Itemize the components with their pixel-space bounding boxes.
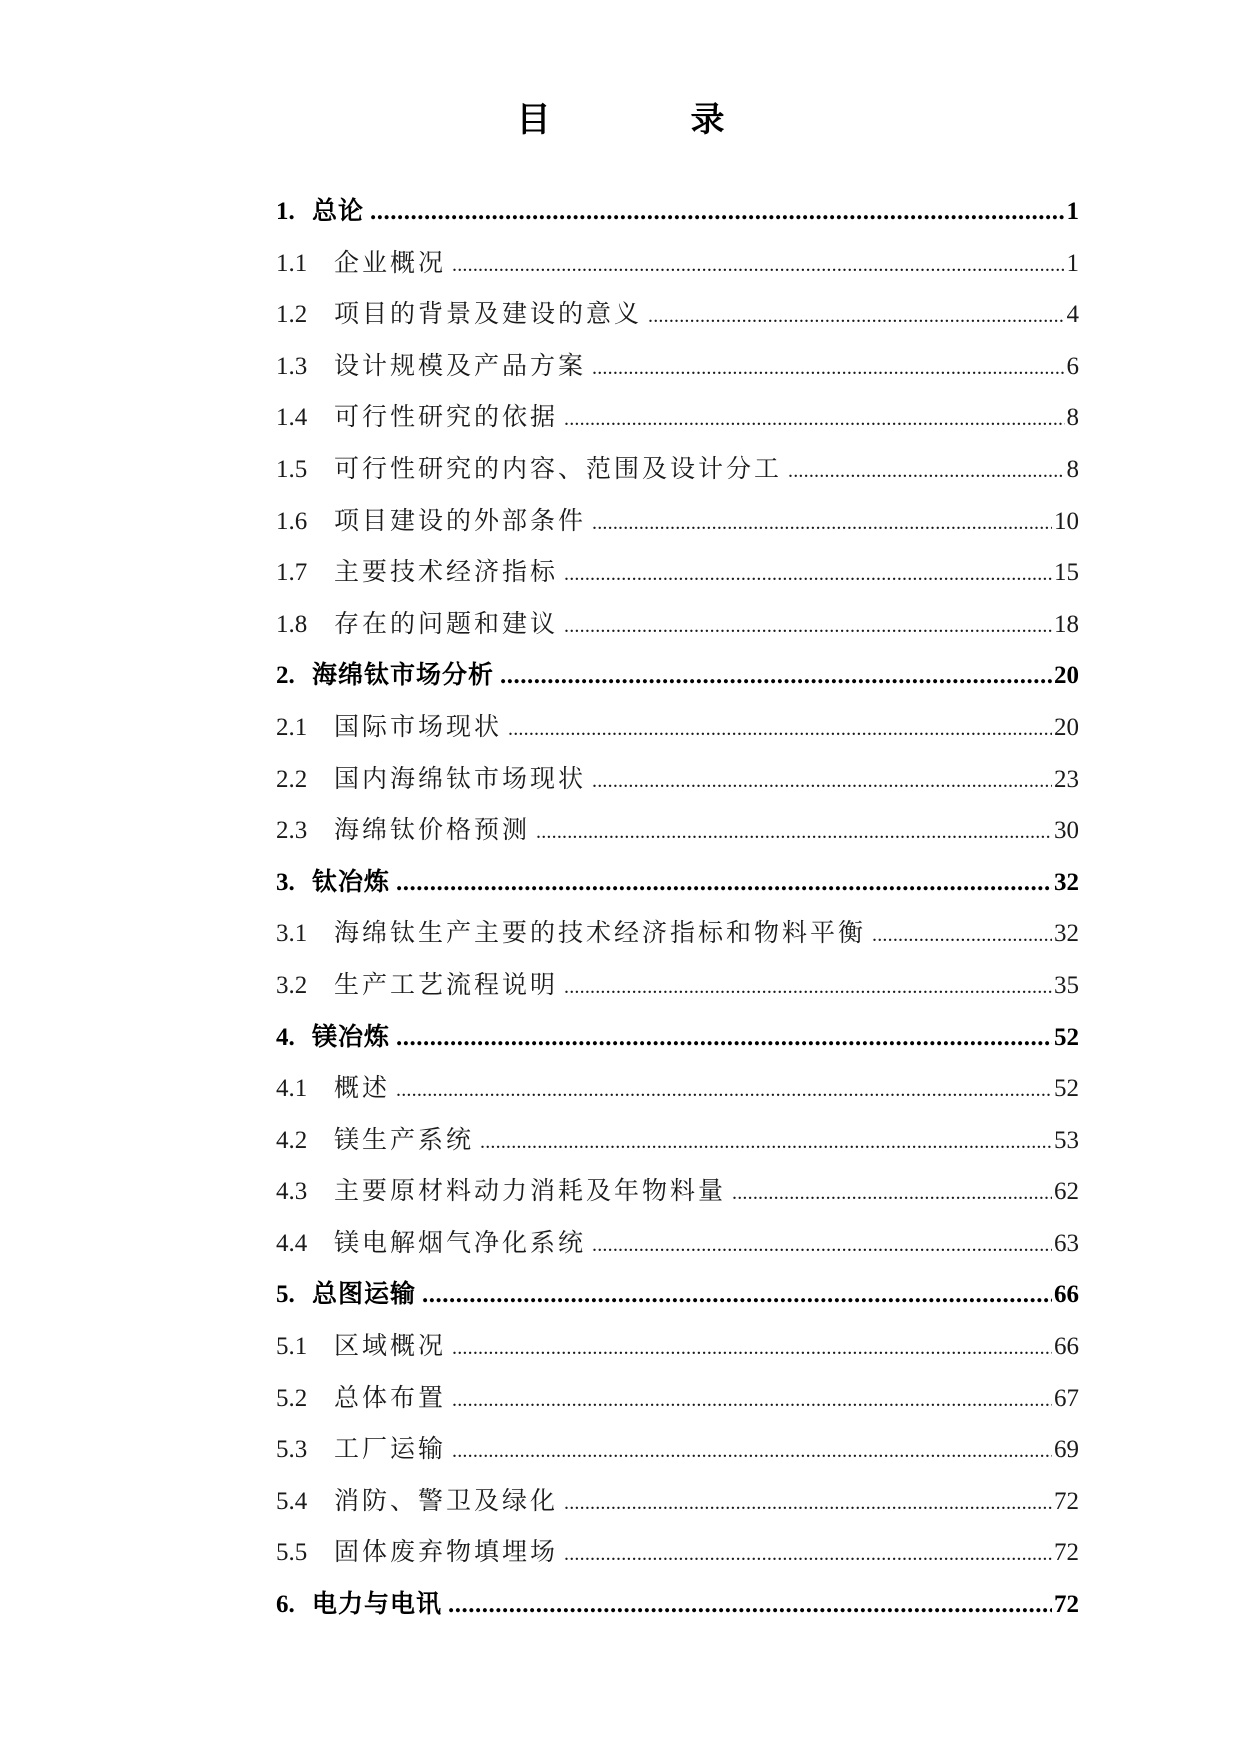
toc-entry-number: 2.3: [276, 817, 308, 845]
toc-entry-page-number: 62: [1054, 1178, 1079, 1206]
toc-section-entry[interactable]: [276, 707, 1079, 759]
toc-entry-number: 1.3: [276, 352, 308, 380]
toc-dot-leader: [564, 1483, 1052, 1523]
toc-entry-label: 工厂运输: [334, 1434, 447, 1464]
toc-entry-page-number: 8: [1066, 404, 1079, 432]
toc-chapter-entry[interactable]: [276, 655, 1079, 707]
toc-chapter-entry[interactable]: [276, 1584, 1079, 1636]
toc-entry-number: 5.3: [276, 1436, 308, 1464]
toc-entry-page-number: 72: [1054, 1539, 1079, 1567]
toc-entry-page-number: 8: [1066, 455, 1079, 483]
toc-section-entry[interactable]: [276, 913, 1079, 965]
toc-dot-leader: [448, 1585, 1052, 1625]
toc-dot-leader: [452, 1431, 1052, 1471]
toc-section-entry[interactable]: [276, 1120, 1079, 1172]
toc-entry-page-number: 35: [1054, 971, 1079, 999]
toc-entry-page-number: 69: [1054, 1436, 1079, 1464]
toc-section-entry[interactable]: [276, 1481, 1079, 1533]
toc-dot-leader: [732, 1173, 1052, 1213]
toc-dot-leader: [536, 812, 1052, 852]
toc-entry-label: 总体布置: [334, 1382, 447, 1412]
title-char-2: 录: [690, 100, 725, 140]
toc-entry-label: 区域概况: [334, 1331, 447, 1361]
toc-entry-page-number: 18: [1054, 610, 1079, 638]
toc-entry-page-number: 52: [1054, 1075, 1079, 1103]
toc-section-entry[interactable]: [276, 449, 1079, 501]
toc-dot-leader: [452, 1380, 1052, 1420]
toc-dot-leader: [396, 1070, 1052, 1110]
toc-entry-number: 1.7: [276, 559, 308, 587]
toc-section-entry[interactable]: [276, 501, 1079, 553]
toc-dot-leader: [422, 1275, 1052, 1315]
toc-entry-label: 设计规模及产品方案: [334, 350, 587, 380]
toc-entry-label: 国际市场现状: [334, 711, 503, 741]
toc-entry-number: 5.1: [276, 1333, 308, 1361]
toc-entry-label: 可行性研究的依据: [334, 402, 559, 432]
toc-entry-page-number: 4: [1066, 301, 1079, 329]
toc-dot-leader: [508, 709, 1052, 749]
toc-entry-label: 项目的背景及建设的意义: [334, 299, 643, 329]
toc-entry-number: 4.: [276, 1023, 295, 1051]
toc-entry-page-number: 6: [1066, 352, 1079, 380]
toc-entry-label: 概述: [334, 1073, 391, 1103]
toc-section-entry[interactable]: [276, 1378, 1079, 1430]
toc-section-entry[interactable]: [276, 1068, 1079, 1120]
toc-entry-number: 1.8: [276, 610, 308, 638]
toc-entry-page-number: 1: [1066, 198, 1079, 225]
toc-entry-page-number: 72: [1054, 1487, 1079, 1515]
title-char-1: 目: [516, 100, 551, 140]
toc-entry-label: 镁电解烟气净化系统: [334, 1227, 587, 1257]
toc-section-entry[interactable]: [276, 1326, 1079, 1378]
toc-dot-leader: [370, 192, 1064, 232]
table-of-contents: [276, 191, 1079, 1636]
toc-dot-leader: [396, 863, 1052, 903]
toc-entry-label: 海绵钛生产主要的技术经济指标和物料平衡: [334, 918, 867, 948]
toc-entry-page-number: 66: [1054, 1333, 1079, 1361]
toc-entry-number: 6.: [276, 1591, 295, 1619]
toc-entry-number: 5.: [276, 1281, 295, 1309]
toc-entry-page-number: 10: [1054, 507, 1079, 535]
toc-entry-number: 1.5: [276, 455, 308, 483]
toc-entry-number: 1.1: [276, 249, 308, 277]
toc-entry-label: 镁冶炼: [312, 1021, 391, 1051]
toc-section-entry[interactable]: [276, 1532, 1079, 1584]
toc-entry-number: 5.2: [276, 1384, 308, 1412]
toc-entry-label: 电力与电讯: [312, 1589, 443, 1619]
toc-entry-label: 项目建设的外部条件: [334, 505, 587, 535]
toc-entry-page-number: 1: [1066, 249, 1079, 277]
toc-section-entry[interactable]: [276, 1223, 1079, 1275]
toc-section-entry[interactable]: [276, 604, 1079, 656]
toc-dot-leader: [480, 1122, 1052, 1162]
toc-entry-number: 5.5: [276, 1539, 308, 1567]
toc-entry-number: 2.: [276, 662, 295, 690]
toc-section-entry[interactable]: [276, 294, 1079, 346]
toc-entry-label: 钛冶炼: [312, 866, 391, 896]
toc-dot-leader: [592, 503, 1052, 543]
toc-entry-number: 3.2: [276, 971, 308, 999]
toc-dot-leader: [452, 245, 1064, 285]
toc-dot-leader: [564, 606, 1052, 646]
toc-chapter-entry[interactable]: [276, 862, 1079, 914]
toc-entry-number: 4.4: [276, 1229, 308, 1257]
toc-entry-number: 1.6: [276, 507, 308, 535]
toc-section-entry[interactable]: [276, 1171, 1079, 1223]
toc-dot-leader: [396, 1018, 1052, 1058]
toc-dot-leader: [592, 761, 1052, 801]
toc-entry-page-number: 20: [1054, 713, 1079, 741]
toc-entry-number: 2.1: [276, 713, 308, 741]
toc-entry-number: 5.4: [276, 1487, 308, 1515]
toc-entry-page-number: 66: [1054, 1281, 1079, 1309]
toc-entry-label: 总图运输: [312, 1279, 417, 1309]
toc-section-entry[interactable]: [276, 243, 1079, 295]
toc-entry-number: 3.: [276, 868, 295, 896]
toc-entry-page-number: 20: [1054, 662, 1079, 690]
toc-entry-number: 1.: [276, 198, 295, 225]
toc-entry-page-number: 15: [1054, 559, 1079, 587]
toc-entry-page-number: 67: [1054, 1384, 1079, 1412]
toc-entry-label: 生产工艺流程说明: [334, 969, 559, 999]
toc-section-entry[interactable]: [276, 965, 1079, 1017]
toc-dot-leader: [452, 1328, 1052, 1368]
toc-entry-page-number: 30: [1054, 817, 1079, 845]
toc-dot-leader: [564, 399, 1064, 439]
toc-entry-label: 可行性研究的内容、范围及设计分工: [334, 453, 783, 483]
toc-entry-page-number: 32: [1054, 868, 1079, 896]
toc-entry-page-number: 23: [1054, 765, 1079, 793]
toc-section-entry[interactable]: [276, 346, 1079, 398]
toc-entry-label: 镁生产系统: [334, 1124, 475, 1154]
toc-entry-page-number: 53: [1054, 1126, 1079, 1154]
toc-entry-number: 4.1: [276, 1075, 308, 1103]
toc-entry-label: 海绵钛市场分析: [312, 660, 495, 690]
toc-dot-leader: [564, 554, 1052, 594]
toc-entry-number: 4.3: [276, 1178, 308, 1206]
toc-entry-label: 存在的问题和建议: [334, 608, 559, 638]
toc-entry-label: 海绵钛价格预测: [334, 815, 531, 845]
toc-dot-leader: [564, 1534, 1052, 1574]
toc-entry-number: 3.1: [276, 920, 308, 948]
toc-chapter-entry[interactable]: [276, 191, 1079, 243]
toc-chapter-entry[interactable]: [276, 1274, 1079, 1326]
toc-entry-label: 固体废弃物填埋场: [334, 1537, 559, 1567]
toc-entry-page-number: 63: [1054, 1229, 1079, 1257]
page-title: [0, 98, 1241, 142]
toc-entry-number: 2.2: [276, 765, 308, 793]
toc-section-entry[interactable]: [276, 552, 1079, 604]
toc-entry-page-number: 52: [1054, 1023, 1079, 1051]
toc-entry-label: 总论: [312, 196, 365, 225]
toc-section-entry[interactable]: [276, 1429, 1079, 1481]
toc-dot-leader: [788, 451, 1064, 491]
toc-entry-page-number: 72: [1054, 1591, 1079, 1619]
toc-section-entry[interactable]: [276, 759, 1079, 811]
toc-dot-leader: [500, 656, 1052, 696]
toc-dot-leader: [592, 1225, 1052, 1265]
toc-section-entry[interactable]: [276, 397, 1079, 449]
toc-dot-leader: [872, 915, 1052, 955]
toc-entry-number: 1.2: [276, 301, 308, 329]
toc-dot-leader: [648, 296, 1064, 336]
toc-entry-label: 主要原材料动力消耗及年物料量: [334, 1176, 727, 1206]
toc-entry-label: 主要技术经济指标: [334, 557, 559, 587]
toc-entry-number: 1.4: [276, 404, 308, 432]
toc-entry-label: 国内海绵钛市场现状: [334, 763, 587, 793]
toc-chapter-entry[interactable]: [276, 1017, 1079, 1069]
toc-dot-leader: [564, 967, 1052, 1007]
toc-dot-leader: [592, 348, 1064, 388]
toc-entry-label: 消防、警卫及绿化: [334, 1485, 559, 1515]
toc-section-entry[interactable]: [276, 810, 1079, 862]
toc-entry-page-number: 32: [1054, 920, 1079, 948]
toc-entry-number: 4.2: [276, 1126, 308, 1154]
toc-entry-label: 企业概况: [334, 247, 447, 277]
